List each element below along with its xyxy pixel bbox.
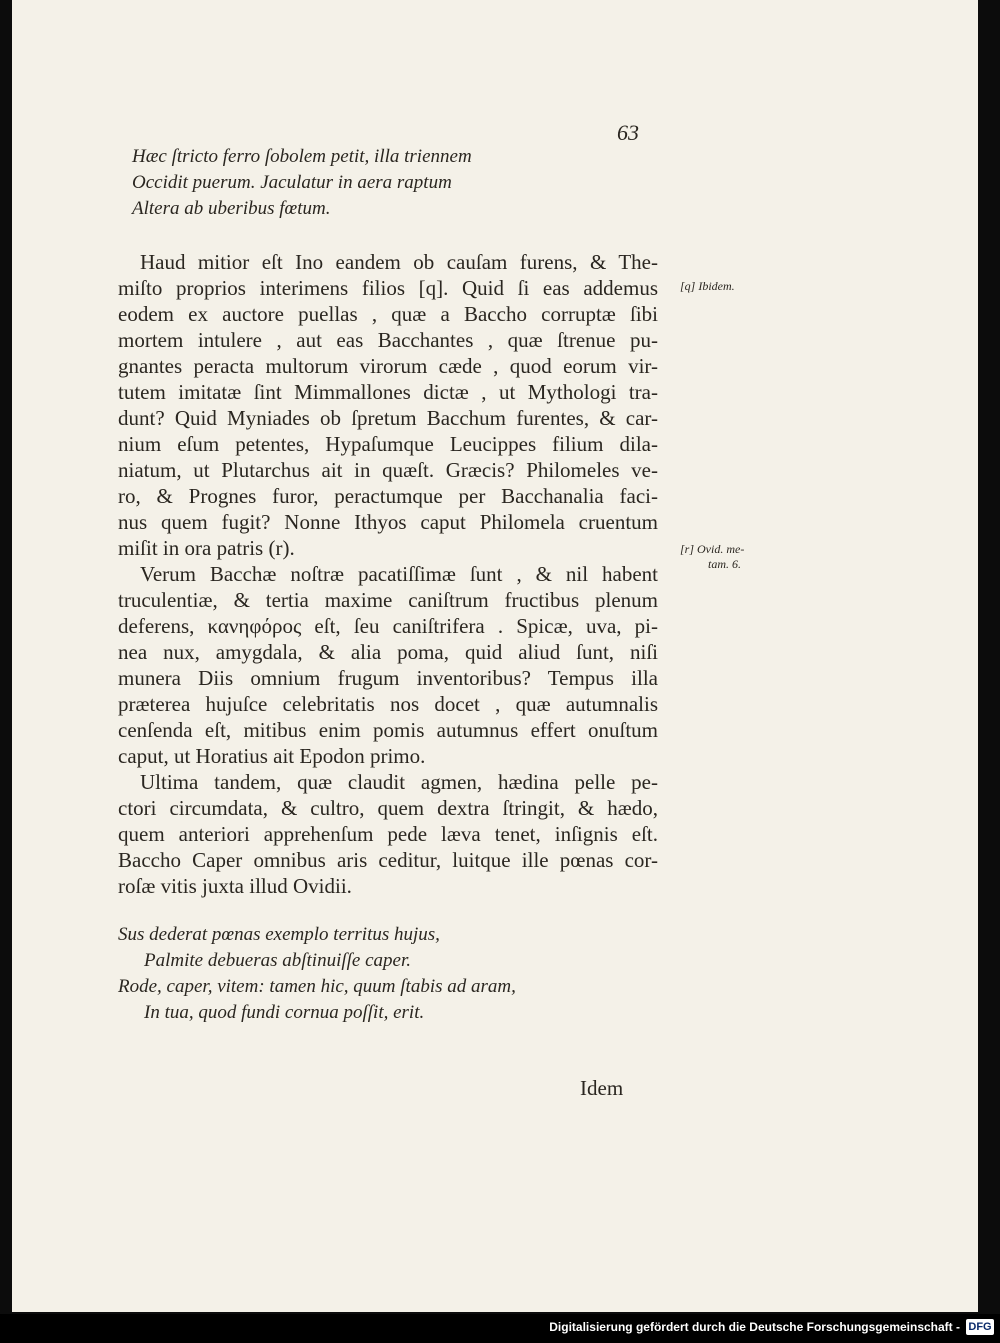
prose-line: niatum, ut Plutarchus ait in quæſt. Græcis? Philomeles ve- [118,458,658,482]
prose-line: caput, ut Horatius ait Epodon primo. [118,744,426,768]
verse-line: Hæc ſtricto ferro ſobolem petit, illa triennem [132,146,472,167]
dfg-logo-icon: DFG [966,1319,994,1335]
prose-line: gnantes peracta multorum virorum cæde , quod eorum vir- [118,354,658,378]
prose-line: cenſenda eſt, mitibus enim pomis autumnus effert onuſtum [118,718,658,742]
prose-line: eodem ex auctore puellas , quæ a Baccho corruptæ ſibi [118,302,658,326]
prose-line: Baccho Caper omnibus aris ceditur, luitque ille pœnas cor- [118,848,658,872]
margin-note-q: [q] Ibidem. [680,279,735,293]
prose-line: ctori circumdata, & cultro, quem dextra ſtringit, & hædo, [118,796,658,820]
verse-line: Rode, caper, vitem: tamen hic, quum ſtabis ad aram, [118,976,516,997]
prose-line: tutem imitatæ ſint Mimmallones dictæ , ut Mythologi tra- [118,380,658,404]
prose-line: Verum Bacchæ noſtræ pacatiſſimæ ſunt , & nil habent [140,562,658,586]
prose-line: quem anteriori apprehenſum pede læva tenet, inſignis eſt. [118,822,658,846]
prose-line: Ultima tandem, quæ claudit agmen, hædina pelle pe- [140,770,658,794]
catchword: Idem [580,1076,624,1100]
prose-line: Haud mitior eſt Ino eandem ob cauſam furens, & The- [140,250,658,274]
verse-line: Occidit puerum. Jaculatur in aera raptum [132,172,452,193]
margin-note-r-cont: tam. 6. [708,557,741,571]
prose-line: miſit in ora patris (r). [118,536,295,560]
verse-line: Sus dederat pœnas exemplo territus hujus, [118,924,440,945]
prose-line: deferens, κανηφόρος eſt, ſeu caniſtrifera . Spicæ, uva, pi- [118,614,658,638]
footer-credit: Digitalisierung gefördert durch die Deutsche Forschungsgemeinschaft - [549,1320,960,1334]
prose-line: truculentiæ, & tertia maxime caniſtrum fructibus plenum [118,588,658,612]
prose-line: nus quem fugit? Nonne Ithyos caput Philomela cruentum [118,510,658,534]
verse-line: Palmite debueras abſtinuiſſe caper. [144,950,412,971]
prose-line: miſto proprios interimens filios [q]. Quid ſi eas addemus [118,276,658,300]
prose-line: munera Diis omnium frugum inventoribus? Tempus illa [118,666,658,690]
prose-line: nium eſum petentes, Hypaſumque Leucippes filium dila- [118,432,658,456]
prose-line: præterea hujuſce celebritatis nos docet , quæ autumnalis [118,692,658,716]
footer-bar [0,1314,1000,1343]
prose-line: ro, & Prognes furor, peractumque per Bacchanalia faci- [118,484,658,508]
prose-line: roſæ vitis juxta illud Ovidii. [118,874,352,898]
page-number: 63 [617,120,639,145]
verse-line: In tua, quod fundi cornua poſſit, erit. [144,1002,425,1023]
margin-note-r: [r] Ovid. me- [680,542,745,556]
prose-line: dunt? Quid Myniades ob ſpretum Bacchum furentes, & car- [118,406,658,430]
prose-line: nea nux, amygdala, & alia poma, quid aliud ſunt, niſi [118,640,658,664]
verse-line: Altera ab uberibus fœtum. [132,198,331,219]
prose-line: mortem intulere , aut eas Bacchantes , quæ ſtrenue pu- [118,328,658,352]
